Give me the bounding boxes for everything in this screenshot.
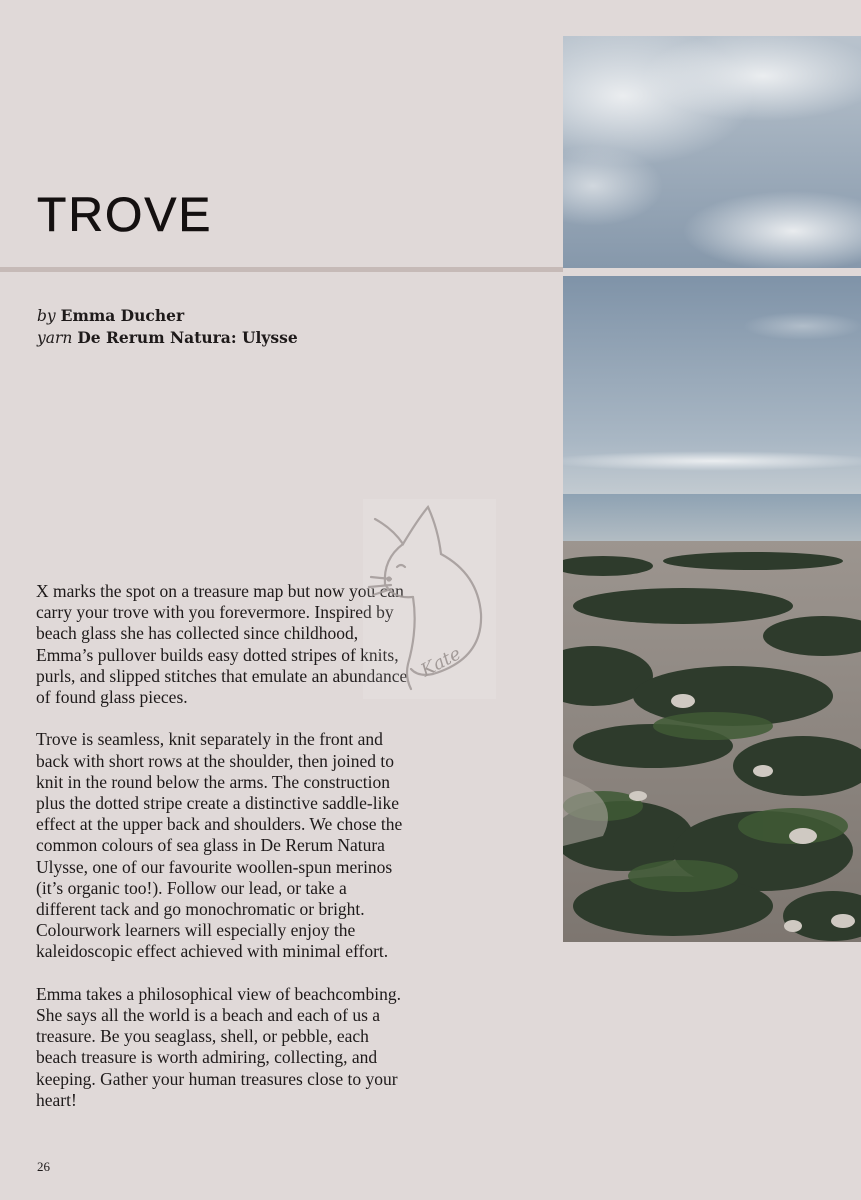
page-number: 26 xyxy=(37,1159,50,1174)
beach-photo xyxy=(563,36,861,942)
paragraph-3: Emma takes a philosophical view of beachcombing. She says all the world is a beach and each of us a treasure. Be you seaglass, shell, or pebble, each beach treasure is worth admiring, collecting, and keeping. Gather your human treasures close to your heart! xyxy=(36,983,401,1110)
yarn-name: De Rerum Natura: Ulysse xyxy=(77,328,298,347)
cat-watermark-icon xyxy=(363,499,496,699)
yarn-prefix: yarn xyxy=(37,329,73,347)
designer-name: Emma Ducher xyxy=(60,306,185,325)
paragraph-2: Trove is seamless, knit separately in the front and back with short rows at the shoulder, then joined to knit in the round below the arms. The construction plus the dotted stripe create a distinctive saddle-like effect at the upper back and shoulders. We chose the common colours of sea glass in De Rerum Natura Ulysse, one of our favourite woollen-spun merinos (it’s organic too!). Follow our lead, or take a different tack and go monochromatic or bright. Colourwork learners will especially enjoy the kaleidoscopic effect achieved with minimal effort. xyxy=(36,729,403,962)
yarn-line xyxy=(37,327,298,349)
paragraph-1: X marks the spot on a treasure map but now you can carry your trove with you forevermore. Inspired by beach glass she has collected since childhood, Emma’s pullover builds easy dotted stripes of knits, purls, and slipped stitches that emulate an abundance of found glass pieces. xyxy=(36,581,408,708)
article-body xyxy=(36,581,408,1132)
by-prefix: by xyxy=(37,307,56,325)
svg-text:Kate: Kate xyxy=(417,643,465,682)
credits xyxy=(37,305,298,349)
watermark-drawing xyxy=(363,499,496,699)
page-title: TROVE xyxy=(37,189,213,242)
designer-line xyxy=(37,305,298,327)
